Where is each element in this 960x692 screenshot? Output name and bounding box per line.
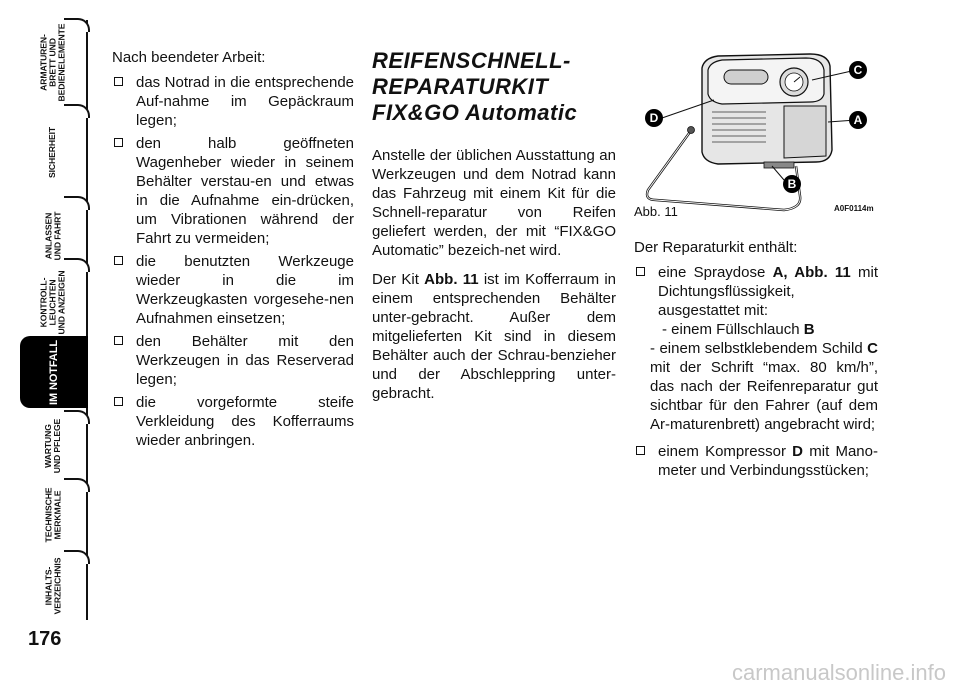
column-left	[112, 48, 354, 454]
column-right	[634, 238, 878, 484]
tab-inhaltsverzeichnis[interactable]: INHALTS- VERZEICHNIS	[43, 557, 62, 615]
bullet-list	[112, 73, 354, 450]
compressor-drawing	[634, 50, 874, 218]
column-middle	[372, 48, 616, 413]
tab-armaturenbrett[interactable]: ARMATUREN- BRETT UND BEDIENELEMENTE	[38, 23, 67, 101]
watermark: carmanualsonline.info	[731, 660, 946, 685]
figure-reference: A, Abb. 11	[772, 264, 851, 281]
callout-c-label: C	[853, 63, 863, 77]
intro-text: Der Reparaturkit enthält:	[634, 239, 798, 256]
checkbox-bullet-icon	[114, 256, 123, 265]
callout-a-label: A	[853, 113, 863, 127]
tab-sicherheit[interactable]: SICHERHEIT	[47, 126, 58, 178]
list-item: eine Spraydose A, Abb. 11 mit Dichtungsflüssigkeit, ausgestattet mit: - einem Füllschlauch B - einem selbstklebendem Schild C mit der Schrift “max. 80 km/h”, das nach der Reifenreparatur gut sichtbar für den Fahrer (auf dem Ar-maturenbrett) angebracht wird;	[634, 263, 878, 434]
page-number: 176	[28, 628, 62, 650]
list-item: den Behälter mit den Werkzeugen in das Reserverad legen;	[112, 332, 354, 389]
tab-wartung[interactable]: WARTUNG UND PFLEGE	[42, 418, 62, 474]
checkbox-bullet-icon	[114, 138, 123, 147]
list-item: die vorgeformte steife Verkleidung des Kofferraums wieder anbringen.	[112, 393, 354, 450]
figure-reference: Abb. 11	[424, 271, 479, 288]
section-tab-strip	[0, 0, 100, 692]
checkbox-bullet-icon	[636, 446, 645, 455]
tab-kontrollleuchten[interactable]: KONTROLL- LEUCHTEN UND ANZEIGEN	[38, 270, 67, 334]
sub-item: - einem Füllschlauch B	[662, 321, 815, 338]
figure-caption: Abb. 11	[634, 204, 678, 219]
tab-technische-merkmale[interactable]: TECHNISCHE MERKMALE	[43, 487, 62, 543]
paragraph: Der Kit Abb. 11 ist im Kofferraum in einem entsprechenden Behälter unter-gebracht. Außer dem mitgelieferten Kit sind in diesem Behälter auch der Schrau-benzieher und der Abschleppring unter-gebracht.	[372, 271, 616, 402]
paragraph: Anstelle der üblichen Ausstattung an Werkzeugen und dem Notrad kann das Fahrzeug mit einem Kit für die Schnell-reparatur von Reifen geliefert werden, der mit “FIX&GO Automatic” bezeich-net wird.	[372, 147, 616, 259]
repair-kit-illustration	[634, 50, 874, 218]
sub-item: - einem selbstklebendem Schild C mit der Schrift “max. 80 km/h”, das nach der Reifenreparatur gut sichtbar für den Fahrer (auf dem Ar-maturenbrett) angebracht wird;	[650, 340, 878, 433]
figure-code: A0F0114m	[834, 204, 874, 213]
list-item: einem Kompressor D mit Mano-meter und Verbindungsstücken;	[634, 442, 878, 480]
tab-im-notfall[interactable]: IM NOTFALL	[20, 336, 88, 408]
list-item: die benutzten Werkzeuge wieder in die im Werkzeugkasten vorgesehe-nen Aufnahmen einsetzen;	[112, 252, 354, 328]
bullet-list	[634, 263, 878, 480]
checkbox-bullet-icon	[114, 77, 123, 86]
checkbox-bullet-icon	[636, 267, 645, 276]
callout-b-label: B	[787, 177, 797, 191]
list-item: das Notrad in die entsprechende Auf-nahme im Gepäckraum legen;	[112, 73, 354, 130]
checkbox-bullet-icon	[114, 397, 123, 406]
callout-d-label: D	[649, 111, 659, 125]
tab-anlassen[interactable]: ANLASSEN UND FAHRT	[43, 211, 62, 261]
section-title: REIFENSCHNELL- REPARATURKIT FIX&GO Automatic	[372, 48, 578, 125]
component-reference: D	[792, 443, 804, 460]
checkbox-bullet-icon	[114, 336, 123, 345]
list-item: den halb geöffneten Wagenheber wieder in seinem Behälter verstau-en und etwas in die Aufnahme ein-drücken, um Vibrationen während der Fahrt zu vermeiden;	[112, 134, 354, 248]
intro-text: Nach beendeter Arbeit:	[112, 49, 266, 66]
